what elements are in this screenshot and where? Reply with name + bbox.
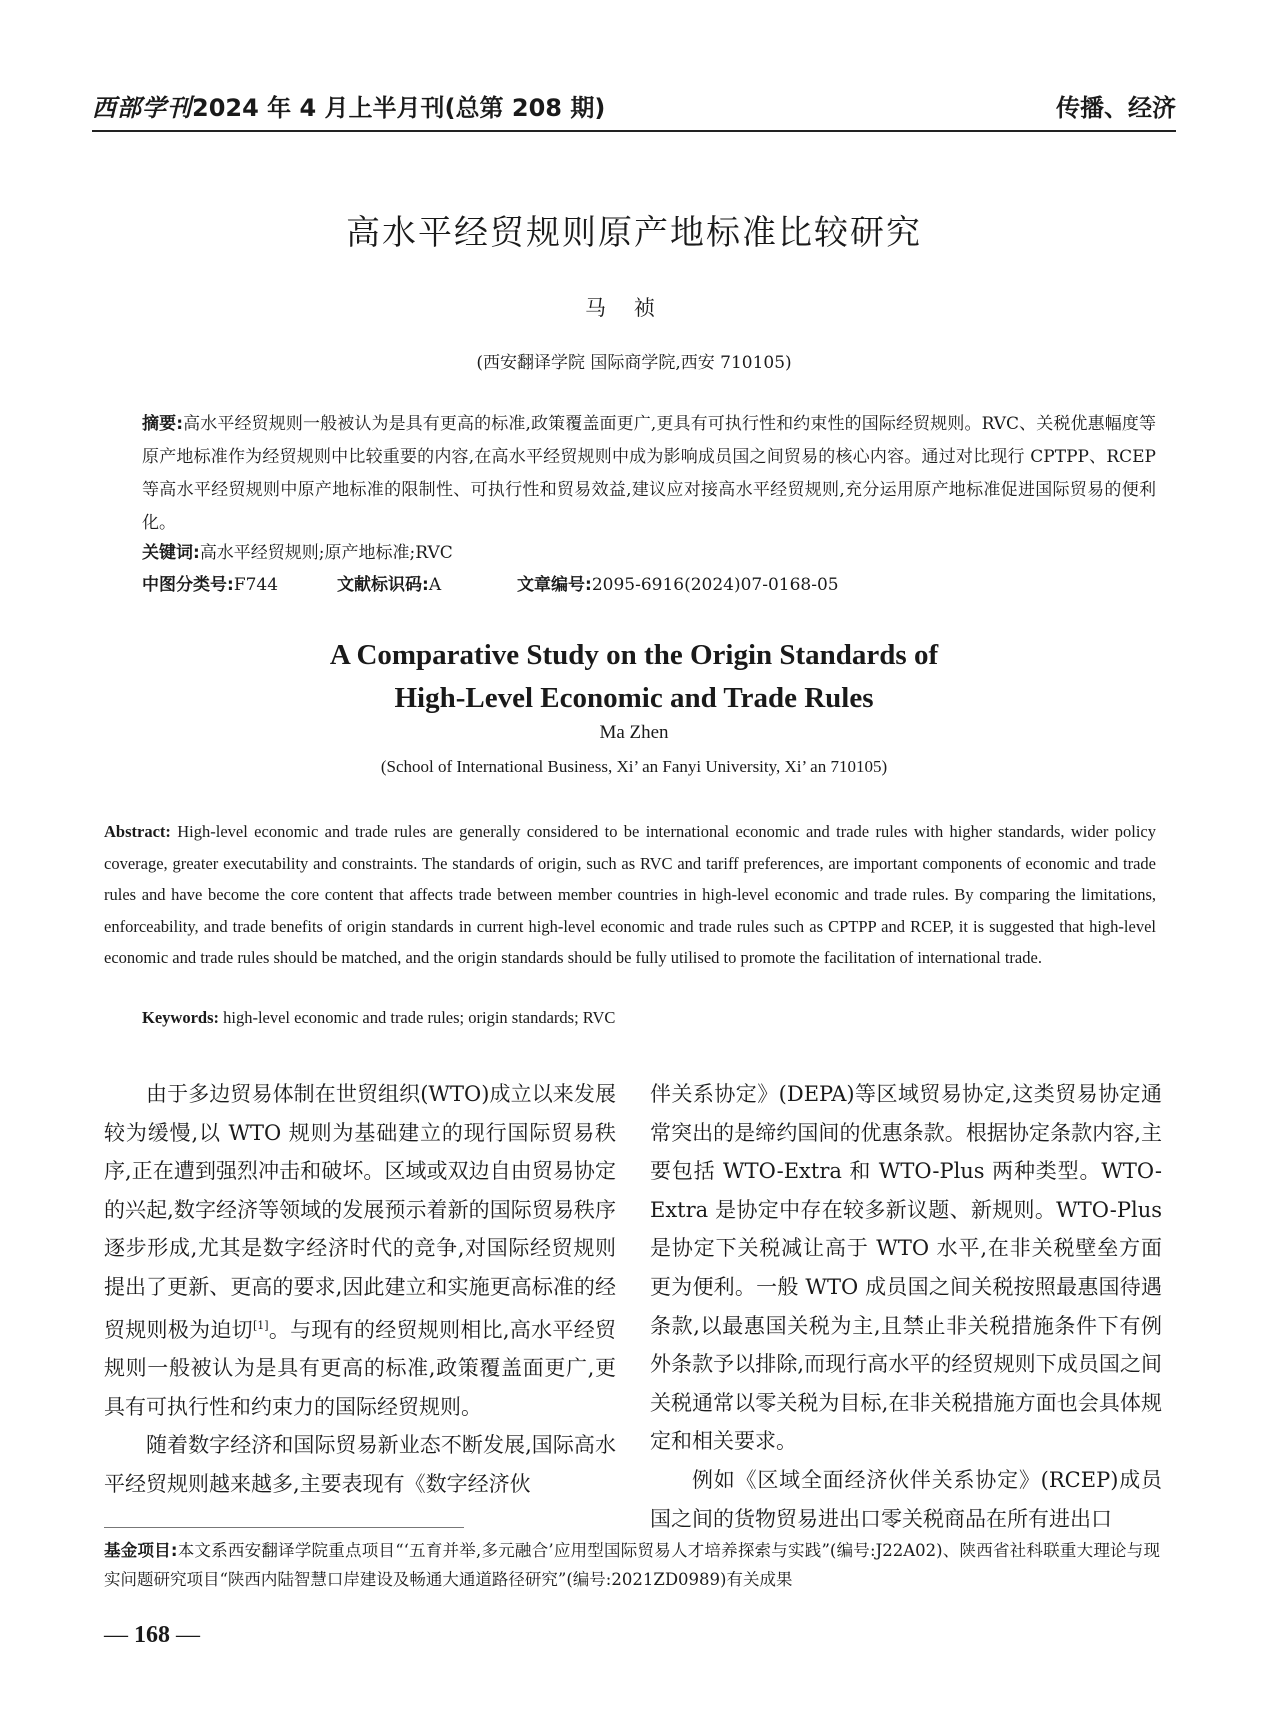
abstract-text: 高水平经贸规则一般被认为是具有更高的标准,政策覆盖面更广,更具有可执行性和约束性的国际经贸规则。RVC、关税优惠幅度等原产地标准作为经贸规则中比较重要的内容,在高水平经贸规则中成为影响成员国之间贸易的核心内容。通过对比现行 CPTPP、RCEP 等高水平经贸规则中原产地标准的限制性、可执行性和贸易效益,建议应对接高水平经贸规则,充分运用原产地标准促进国际贸易的便利化。	[142, 414, 1156, 533]
affiliation-chinese: (西安翻译学院 国际商学院,西安 710105)	[476, 353, 792, 373]
body-paragraph: 伴关系协定》(DEPA)等区域贸易协定,这类贸易协定通常突出的是缔约国间的优惠条款。根据协定条款内容,主要包括 WTO-Extra 和 WTO-Plus 两种类型。WTO-Extra 是协定中存在较多新议题、新规则。WTO-Plus 是协定下关税减让高于 WTO 水平,在非关税壁垒方面更为便利。一般 WTO 成员国之间关税按照最惠国待遇条款,以最惠国关税为主,且禁止非关税措施条件下有例外条款予以排除,而现行高水平的经贸规则下成员国之间关税通常以零关税为目标,在非关税措施方面也会具体规定和相关要求。	[650, 1082, 1162, 1454]
article-label: 文章编号:	[517, 575, 592, 595]
author-chinese: 马祯	[585, 296, 683, 320]
article-meta	[142, 570, 1042, 595]
citation-ref: [1]	[252, 1318, 269, 1332]
affiliation-english: (School of International Business, Xi’ an Fanyi University, Xi’ an 710105)	[380, 757, 888, 776]
article-value: 2095-6916(2024)07-0168-05	[591, 575, 839, 595]
body-paragraph	[104, 1075, 616, 1426]
funding-label: 基金项目:	[104, 1541, 178, 1560]
funding-note	[104, 1536, 1160, 1594]
clc-value: F744	[233, 575, 279, 595]
page-number: — 168 —	[104, 1622, 200, 1648]
header-rule	[92, 130, 1176, 132]
journal-issue: 2024 年 4 月上半月刊(总第 208 期)	[192, 94, 606, 122]
title-chinese: 高水平经贸规则原产地标准比较研究	[346, 213, 922, 253]
paragraph-text: 由于多边贸易体制在世贸组织(WTO)成立以来发展较为缓慢,以 WTO 规则为基础建立的现行国际贸易秩序,正在遭到强烈冲击和破坏。区域或双边自由贸易协定的兴起,数字经济等领域的发展预示着新的国际贸易秩序逐步形成,尤其是数字经济时代的竞争,对国际经贸规则提出了更新、更高的要求,因此建立和实施更高标准的经贸规则极为迫切	[104, 1082, 616, 1342]
keywords-en-text: high-level economic and trade rules; origin standards; RVC	[223, 1008, 616, 1027]
keywords-english	[142, 1008, 615, 1028]
journal-info	[92, 88, 605, 123]
page-header	[92, 88, 1176, 126]
body-paragraph: 随着数字经济和国际贸易新业态不断发展,国际高水平经贸规则越来越多,主要表现有《数字经济伙	[104, 1433, 616, 1496]
section-label: 传播、经济	[1056, 94, 1176, 122]
abstract-en-text: High-level economic and trade rules are generally considered to be international economic and trade rules with higher standards, wider policy coverage, greater executability and constraints. The standards of origin, such as RVC and tariff preferences, are important components of economic and trade rules and have become the core content that affects trade between member countries in high-level economic and trade rules. By comparing the limitations, enforceability, and trade benefits of origin standards in current high-level economic and trade rules such as CPTPP and RCEP, it is suggested that high-level economic and trade rules should be matched, and the origin standards should be fully utilised to promote the facilitation of international trade.	[104, 822, 1156, 967]
keywords-en-label: Keywords:	[142, 1008, 219, 1027]
clc-label: 中图分类号:	[142, 575, 234, 595]
abstract-en-label: Abstract:	[104, 822, 171, 841]
journal-logo: 西部学刊	[92, 93, 192, 122]
abstract-label: 摘要:	[142, 414, 184, 434]
clc-number	[142, 570, 337, 595]
paragraph-text: 。与现有的经贸规则相比,高水平经贸规则一般被认为是具有更高的标准,政策覆盖面更广,更具有可执行性和约束力的国际经贸规则。	[104, 1317, 616, 1419]
title-english-line2: High-Level Economic and Trade Rules	[394, 682, 874, 714]
keywords-label: 关键词:	[142, 543, 200, 563]
document-code	[337, 570, 517, 595]
keywords-chinese	[142, 538, 453, 563]
body-column-right	[650, 1075, 1162, 1538]
body-column-left	[104, 1075, 616, 1504]
abstract-english	[104, 816, 1156, 974]
keywords-text: 高水平经贸规则;原产地标准;RVC	[199, 543, 453, 563]
author-english: Ma Zhen	[599, 722, 669, 743]
doc-label: 文献标识码:	[337, 575, 429, 595]
article-number	[517, 570, 839, 595]
page-number-value: 168	[134, 1622, 170, 1648]
body-paragraph: 例如《区域全面经济伙伴关系协定》(RCEP)成员国之间的货物贸易进出口零关税商品在所有进出口	[650, 1467, 1162, 1531]
doc-value: A	[428, 575, 442, 595]
title-english-line1: A Comparative Study on the Origin Standards of	[329, 639, 939, 671]
abstract-chinese	[142, 408, 1156, 540]
title-english	[0, 634, 1268, 720]
funding-text: 本文系西安翻译学院重点项目“‘五育并举,多元融合’应用型国际贸易人才培养探索与实践”(编号:J22A02)、陕西省社科联重大理论与现实问题研究项目“陕西内陆智慧口岸建设及畅通大通道路径研究”(编号:2021ZD0989)有关成果	[104, 1541, 1160, 1589]
footnote-rule	[104, 1527, 464, 1528]
